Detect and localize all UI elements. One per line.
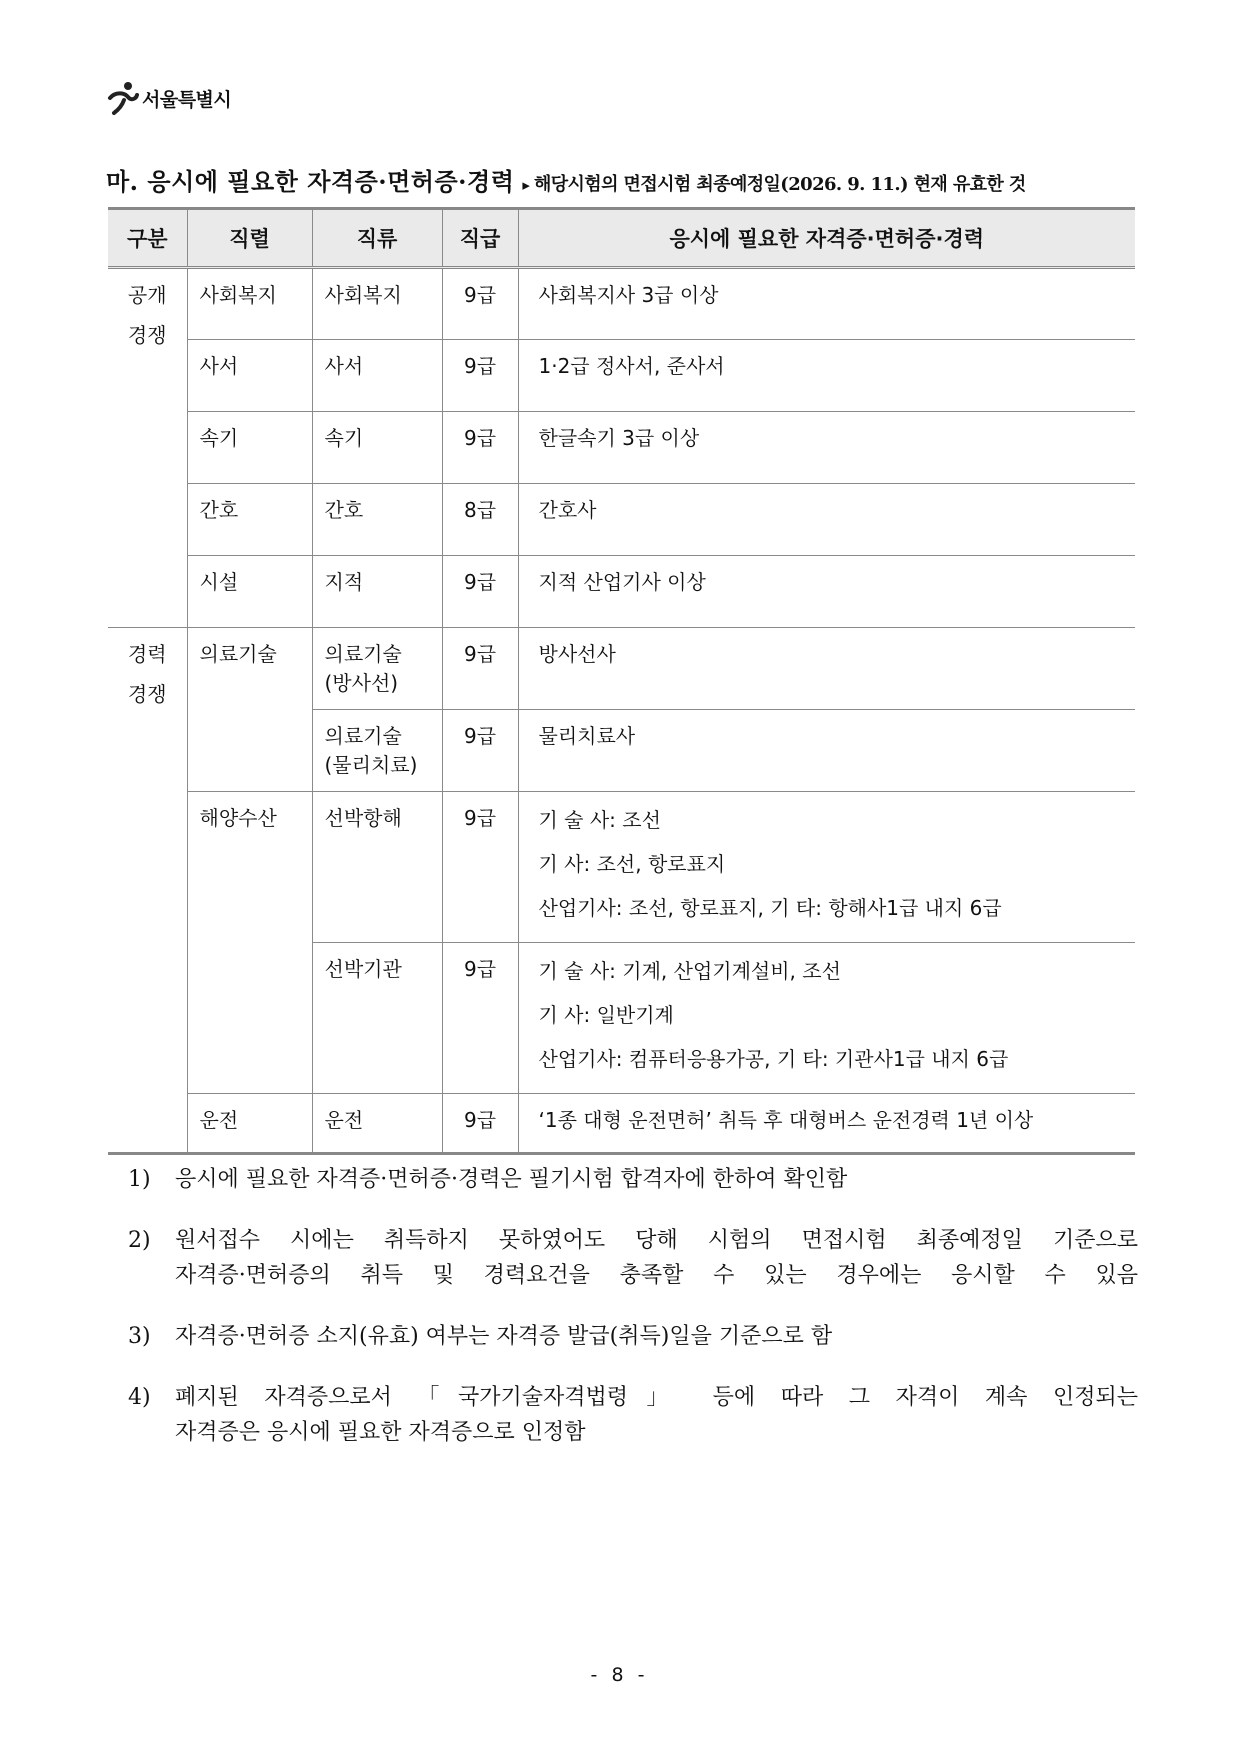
series-cell: 운전: [187, 1094, 312, 1154]
grade-cell: 9급: [442, 943, 518, 1094]
series-cell: 사서: [187, 340, 312, 412]
requirement-cell: 한글속기 3급 이상: [518, 412, 1135, 484]
series-cell: 속기: [187, 412, 312, 484]
subseries-cell: 사회복지: [312, 268, 442, 340]
note-number: 3): [128, 1324, 151, 1349]
subseries-cell: 간호: [312, 484, 442, 556]
grade-cell: 9급: [442, 628, 518, 710]
requirement-cell: 지적 산업기사 이상: [518, 556, 1135, 628]
table-row: [108, 412, 1135, 484]
note-number: 1): [128, 1167, 151, 1192]
requirement-line: 산업기사: 컴퓨터응용가공, 기 타: 기관사1급 내지 6급: [538, 1047, 1009, 1071]
requirement-cell: ‘1종 대형 운전면허’ 취득 후 대형버스 운전경력 1년 이상: [518, 1094, 1135, 1154]
series-cell: 의료기술: [187, 628, 312, 792]
requirements-table: [108, 207, 1135, 1155]
subseries-cell: 의료기술 (물리치료): [312, 710, 442, 792]
series-cell: 간호: [187, 484, 312, 556]
note-item: [128, 1162, 1138, 1197]
grade-cell: 9급: [442, 710, 518, 792]
note-item: [128, 1380, 1138, 1450]
seoul-logo: [106, 80, 231, 116]
grade-cell: 9급: [442, 340, 518, 412]
section-subtitle: 해당시험의 면접시험 최종예정일(2026. 9. 11.) 현재 유효한 것: [533, 174, 1026, 195]
subseries-cell: 사서: [312, 340, 442, 412]
grade-cell: 9급: [442, 556, 518, 628]
note-body: [175, 1319, 1138, 1354]
category-cell: 경력 경쟁: [108, 628, 187, 1154]
grade-cell: 9급: [442, 792, 518, 943]
requirement-cell: 방사선사: [518, 628, 1135, 710]
requirement-line: 기 사: 조선, 항로표지: [538, 852, 726, 876]
table-row: [108, 628, 1135, 710]
logo-text: 서울특별시: [142, 88, 232, 111]
note-line: 자격증·면허증 소지(유효) 여부는 자격증 발급(취득)일을 기준으로 함: [175, 1324, 833, 1349]
note-line: 원서접수 시에는 취득하지 못하였어도 당해 시험의 면접시험 최종예정일 기준으로: [175, 1228, 1138, 1253]
requirement-line: 기 사: 일반기계: [538, 1003, 674, 1027]
table-row: [108, 556, 1135, 628]
requirement-line: 산업기사: 조선, 항로표지, 기 타: 항해사1급 내지 6급: [538, 896, 1002, 920]
series-cell: 시설: [187, 556, 312, 628]
requirement-cell: [518, 943, 1135, 1094]
table-header-row: [108, 209, 1135, 268]
requirement-cell: 1·2급 정사서, 준사서: [518, 340, 1135, 412]
header-subseries: 직류: [312, 209, 442, 268]
section-title: [106, 162, 1026, 197]
table-row: [108, 792, 1135, 943]
header-requirement: 응시에 필요한 자격증·면허증·경력: [518, 209, 1135, 268]
subseries-cell: 의료기술 (방사선): [312, 628, 442, 710]
notes-list: [128, 1162, 1138, 1476]
header-grade: 직급: [442, 209, 518, 268]
note-line: 자격증은 응시에 필요한 자격증으로 인정함: [175, 1420, 586, 1445]
requirement-cell: 간호사: [518, 484, 1135, 556]
requirement-cell: 물리치료사: [518, 710, 1135, 792]
grade-cell: 9급: [442, 1094, 518, 1154]
subseries-cell: 선박기관: [312, 943, 442, 1094]
requirement-cell: 사회복지사 3급 이상: [518, 268, 1135, 340]
seoul-logo-icon: [106, 80, 140, 116]
table-row: [108, 1094, 1135, 1154]
subseries-cell: 지적: [312, 556, 442, 628]
grade-cell: 9급: [442, 412, 518, 484]
subseries-cell: 운전: [312, 1094, 442, 1154]
series-cell: 해양수산: [187, 792, 312, 1094]
grade-cell: 8급: [442, 484, 518, 556]
note-item: [128, 1223, 1138, 1293]
grade-cell: 9급: [442, 268, 518, 340]
note-number: 4): [128, 1385, 151, 1410]
series-cell: 사회복지: [187, 268, 312, 340]
requirement-line: 기 술 사: 기계, 산업기계설비, 조선: [538, 959, 841, 983]
note-body: [175, 1380, 1138, 1450]
table-row: [108, 340, 1135, 412]
note-line: 폐지된 자격증으로서 「국가기술자격법령」 등에 따라 그 자격이 계속 인정되는: [175, 1385, 1138, 1410]
header-category: 구분: [108, 209, 187, 268]
subseries-cell: 속기: [312, 412, 442, 484]
note-line: 응시에 필요한 자격증·면허증·경력은 필기시험 합격자에 한하여 확인함: [175, 1167, 848, 1192]
note-line: 자격증·면허증의 취득 및 경력요건을 충족할 수 있는 경우에는 응시할 수 있음: [175, 1263, 1138, 1288]
requirement-cell: [518, 792, 1135, 943]
note-body: [175, 1223, 1138, 1293]
requirement-line: 기 술 사: 조선: [538, 808, 661, 832]
table-row: [108, 484, 1135, 556]
header-series: 직렬: [187, 209, 312, 268]
page-number: - 8 -: [590, 1664, 649, 1686]
table-row: [108, 268, 1135, 340]
note-number: 2): [128, 1228, 151, 1253]
subseries-cell: 선박항해: [312, 792, 442, 943]
section-title-main: 마. 응시에 필요한 자격증·면허증·경력: [106, 167, 515, 196]
category-cell: 공개 경쟁: [108, 268, 187, 628]
note-item: [128, 1319, 1138, 1354]
note-body: [175, 1162, 1138, 1197]
arrow-icon: ▸: [522, 176, 530, 194]
